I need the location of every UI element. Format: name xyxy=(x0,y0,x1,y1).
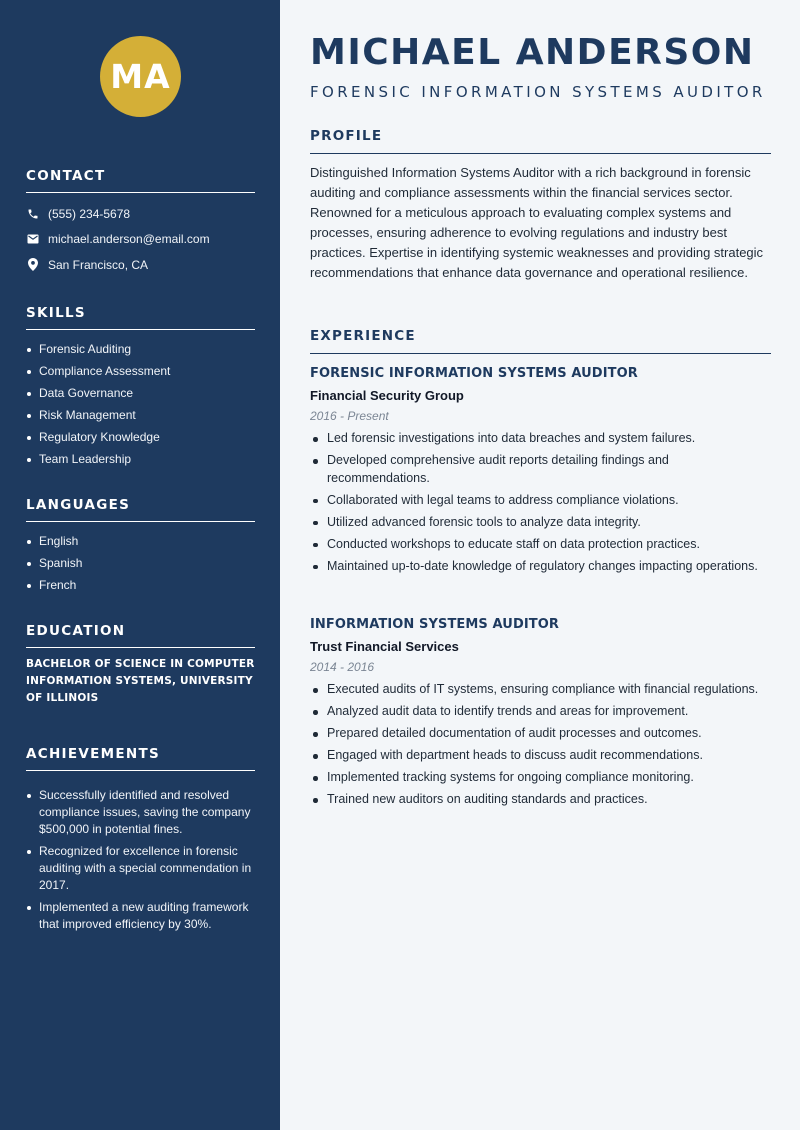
duty-item: Developed comprehensive audit reports detailing findings and recommendations. xyxy=(310,452,771,487)
skill-item: Compliance Assessment xyxy=(26,363,255,380)
education-section xyxy=(26,623,255,707)
job-company: Trust Financial Services xyxy=(310,639,459,654)
duty-item: Engaged with department heads to discuss audit recommendations. xyxy=(310,747,771,765)
email-text[interactable]: michael.anderson@email.com xyxy=(48,232,210,246)
duty-item: Conducted workshops to educate staff on data protection practices. xyxy=(310,536,771,554)
sidebar xyxy=(0,0,280,1130)
profile-heading: PROFILE xyxy=(310,128,771,154)
job-company: Financial Security Group xyxy=(310,388,464,403)
skill-item: Regulatory Knowledge xyxy=(26,429,255,446)
language-item: French xyxy=(26,577,255,594)
languages-heading: LANGUAGES xyxy=(26,497,255,522)
location-pin-icon xyxy=(26,258,39,271)
location-text: San Francisco, CA xyxy=(48,257,149,272)
experience-heading: EXPERIENCE xyxy=(310,328,771,354)
job-dates: 2016 - Present xyxy=(310,409,389,423)
duty-item: Collaborated with legal teams to address compliance violations. xyxy=(310,492,771,510)
contact-email xyxy=(26,231,255,248)
language-item: Spanish xyxy=(26,555,255,572)
achievement-item: Implemented a new auditing framework that improved efficiency by 30%. xyxy=(26,899,255,933)
contact-section xyxy=(26,168,255,282)
skills-section xyxy=(26,305,255,473)
candidate-title: FORENSIC INFORMATION SYSTEMS AUDITOR xyxy=(310,83,766,101)
duty-item: Implemented tracking systems for ongoing compliance monitoring. xyxy=(310,769,771,787)
duty-item: Maintained up-to-date knowledge of regulatory changes impacting operations. xyxy=(310,558,771,576)
languages-list xyxy=(26,533,255,594)
contact-heading: CONTACT xyxy=(26,168,255,193)
phone-icon xyxy=(26,207,39,220)
job-duties-list xyxy=(310,430,771,575)
job-entry xyxy=(310,617,771,813)
contact-phone xyxy=(26,205,255,222)
education-degree: BACHELOR OF SCIENCE IN COMPUTER INFORMATION SYSTEMS, UNIVERSITY OF ILLINOIS xyxy=(26,658,255,704)
skills-heading: SKILLS xyxy=(26,305,255,330)
duty-item: Executed audits of IT systems, ensuring compliance with financial regulations. xyxy=(310,681,771,699)
achievement-item: Successfully identified and resolved compliance issues, saving the company $500,000 in potential fines. xyxy=(26,787,255,838)
skill-item: Team Leadership xyxy=(26,451,255,468)
initials-avatar xyxy=(100,36,181,117)
skills-list xyxy=(26,341,255,468)
job-dates: 2014 - 2016 xyxy=(310,660,375,674)
job-title: INFORMATION SYSTEMS AUDITOR xyxy=(310,617,559,632)
achievements-heading: ACHIEVEMENTS xyxy=(26,746,255,771)
profile-text: Distinguished Information Systems Auditor with a rich background in forensic auditing and compliance assessments within the financial services sector. Renowned for a meticulous approach to evaluating complex systems and processes, ensuring adherence to evolving regulations and industry best practices. Expertise in identifying systemic weaknesses and providing strategic recommendations that enhance data governance and operational resilience. xyxy=(310,165,764,280)
achievements-list xyxy=(26,787,255,933)
education-heading: EDUCATION xyxy=(26,623,255,648)
duty-item: Utilized advanced forensic tools to analyze data integrity. xyxy=(310,514,771,532)
email-icon xyxy=(26,233,39,246)
skill-item: Data Governance xyxy=(26,385,255,402)
duty-item: Prepared detailed documentation of audit processes and outcomes. xyxy=(310,725,771,743)
job-duties-list xyxy=(310,681,771,809)
candidate-name: MICHAEL ANDERSON xyxy=(310,32,755,73)
initials-text: MA xyxy=(110,57,171,96)
achievements-section xyxy=(26,746,255,938)
skill-item: Forensic Auditing xyxy=(26,341,255,358)
duty-item: Trained new auditors on auditing standards and practices. xyxy=(310,791,771,809)
duty-item: Led forensic investigations into data breaches and system failures. xyxy=(310,430,771,448)
duty-item: Analyzed audit data to identify trends and areas for improvement. xyxy=(310,703,771,721)
language-item: English xyxy=(26,533,255,550)
job-entry xyxy=(310,366,771,580)
achievement-item: Recognized for excellence in forensic auditing with a special commendation in 2017. xyxy=(26,843,255,894)
phone-text[interactable]: (555) 234-5678 xyxy=(48,206,131,221)
languages-section xyxy=(26,497,255,599)
skill-item: Risk Management xyxy=(26,407,255,424)
contact-location xyxy=(26,256,255,273)
job-title: FORENSIC INFORMATION SYSTEMS AUDITOR xyxy=(310,366,638,381)
